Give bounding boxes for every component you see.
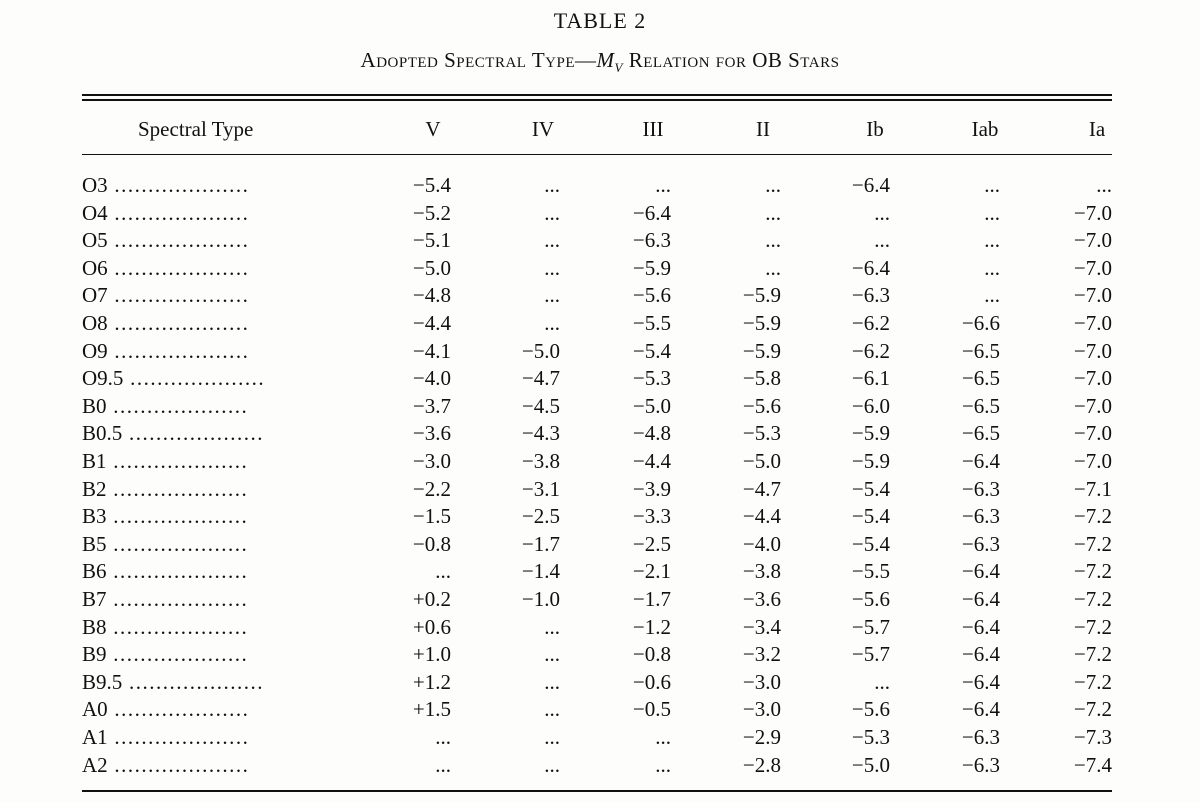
- spectral-type-label: O8: [82, 311, 108, 335]
- spectral-type-cell: [82, 725, 249, 750]
- value-cell-Iab: ...: [984, 200, 1000, 225]
- value-cell-Iab: −6.3: [961, 504, 1000, 529]
- header-II: II: [756, 117, 770, 141]
- dot-leader: ....................: [107, 697, 250, 722]
- spectral-type-label: B7: [82, 587, 107, 611]
- value-cell-IV: ...: [544, 752, 560, 777]
- value-cell-Iab: −6.5: [961, 338, 1000, 363]
- title-text-before: Adopted Spectral Type—: [360, 48, 597, 72]
- value-cell-Ib: −5.9: [851, 449, 890, 473]
- value-cell-IV: −2.5: [521, 504, 560, 529]
- bottom-rule: [82, 790, 1112, 792]
- table-row: [0, 615, 1200, 642]
- value-cell-Ia: −7.0: [1073, 366, 1112, 391]
- dot-leader: ....................: [123, 366, 266, 391]
- table-row: [0, 339, 1200, 366]
- table-row: [0, 532, 1200, 559]
- top-rule-second: [82, 99, 1112, 101]
- value-cell-Ib: −5.7: [851, 614, 890, 639]
- value-cell-Ib: −5.5: [851, 559, 890, 584]
- spectral-type-label: B5: [82, 531, 107, 556]
- value-cell-Ib: ...: [874, 669, 890, 694]
- value-cell-Ia: −7.0: [1073, 338, 1112, 363]
- value-cell-Ib: −6.0: [851, 393, 890, 418]
- value-cell-II: −5.6: [742, 393, 781, 418]
- value-cell-Ia: −7.3: [1073, 725, 1112, 749]
- value-cell-IV: ...: [544, 697, 560, 722]
- spectral-type-cell: [82, 753, 249, 778]
- spectral-type-cell: [82, 449, 248, 474]
- table-row: [0, 587, 1200, 614]
- dot-leader: ....................: [106, 531, 249, 556]
- value-cell-Ia: −7.0: [1073, 200, 1112, 225]
- value-cell-II: −5.0: [742, 449, 781, 473]
- value-cell-Ib: −5.7: [851, 642, 890, 667]
- value-cell-Iab: −6.4: [961, 642, 1000, 667]
- value-cell-Ia: −7.2: [1073, 504, 1112, 529]
- spectral-type-cell: [82, 615, 248, 640]
- spectral-type-cell: [82, 173, 249, 198]
- value-cell-Ia: −7.0: [1073, 283, 1112, 308]
- spectral-type-cell: [82, 587, 248, 612]
- value-cell-Ib: −5.4: [851, 504, 890, 529]
- value-cell-Ib: −6.4: [851, 173, 890, 197]
- value-cell-Iab: ...: [984, 283, 1000, 308]
- dot-leader: ....................: [106, 614, 249, 639]
- dot-leader: ....................: [107, 200, 250, 225]
- value-cell-Ia: −7.0: [1073, 393, 1112, 418]
- value-cell-IV: −4.7: [521, 366, 560, 391]
- table-row: [0, 642, 1200, 669]
- dot-leader: ....................: [106, 559, 249, 584]
- value-cell-III: −2.1: [632, 559, 671, 584]
- value-cell-V: +1.0: [412, 642, 451, 667]
- value-cell-IV: −4.5: [521, 393, 560, 418]
- value-cell-IV: ...: [544, 200, 560, 225]
- value-cell-Iab: −6.6: [961, 311, 1000, 335]
- value-cell-III: −5.5: [632, 311, 671, 335]
- spectral-type-label: A2: [82, 752, 108, 777]
- dot-leader: ....................: [106, 504, 249, 529]
- value-cell-IV: ...: [544, 614, 560, 639]
- value-cell-Ib: −5.4: [851, 476, 890, 501]
- value-cell-II: −3.4: [742, 614, 781, 639]
- header-III: III: [642, 117, 664, 141]
- value-cell-II: ...: [765, 200, 781, 225]
- spectral-type-cell: [82, 366, 265, 391]
- value-cell-Iab: ...: [984, 228, 1000, 253]
- table-row: [0, 394, 1200, 421]
- value-cell-III: −1.7: [632, 587, 671, 611]
- value-cell-V: +0.2: [412, 587, 451, 611]
- value-cell-Ia: −7.2: [1073, 559, 1112, 584]
- dot-leader: ....................: [107, 255, 250, 280]
- value-cell-V: −2.2: [412, 476, 451, 501]
- table-row: [0, 173, 1200, 200]
- value-cell-II: −3.2: [742, 642, 781, 667]
- dot-leader: ....................: [107, 725, 250, 749]
- title-symbol: M: [596, 48, 615, 72]
- value-cell-II: ...: [765, 255, 781, 280]
- dot-leader: ....................: [106, 642, 249, 667]
- table-row: [0, 256, 1200, 283]
- value-cell-III: −0.5: [632, 697, 671, 722]
- value-cell-Ib: −5.9: [851, 421, 890, 446]
- value-cell-III: −5.4: [632, 338, 671, 363]
- value-cell-IV: ...: [544, 173, 560, 197]
- value-cell-Iab: ...: [984, 173, 1000, 197]
- value-cell-IV: ...: [544, 228, 560, 253]
- spectral-type-label: O9: [82, 338, 108, 363]
- spectral-type-label: B0: [82, 393, 107, 418]
- value-cell-V: −4.1: [412, 338, 451, 363]
- spectral-type-label: B0.5: [82, 421, 123, 446]
- value-cell-III: −0.6: [632, 669, 671, 694]
- value-cell-Iab: ...: [984, 255, 1000, 280]
- value-cell-Iab: −6.4: [961, 559, 1000, 584]
- value-cell-IV: −3.1: [521, 476, 560, 501]
- table-title: [0, 48, 1200, 76]
- value-cell-Iab: −6.4: [961, 669, 1000, 694]
- value-cell-III: ...: [655, 173, 671, 197]
- value-cell-IV: −4.3: [521, 421, 560, 446]
- value-cell-III: −4.4: [632, 449, 671, 473]
- value-cell-Iab: −6.5: [961, 393, 1000, 418]
- value-cell-III: −6.3: [632, 228, 671, 253]
- value-cell-III: ...: [655, 752, 671, 777]
- spectral-type-label: B2: [82, 476, 107, 501]
- value-cell-Iab: −6.4: [961, 697, 1000, 722]
- value-cell-III: −5.0: [632, 393, 671, 418]
- value-cell-Ib: −6.2: [851, 338, 890, 363]
- value-cell-II: −4.4: [742, 504, 781, 529]
- value-cell-IV: ...: [544, 311, 560, 335]
- value-cell-III: −4.8: [632, 421, 671, 446]
- spectral-type-cell: [82, 642, 248, 667]
- value-cell-Ib: −6.1: [851, 366, 890, 391]
- value-cell-Ia: −7.0: [1073, 255, 1112, 280]
- value-cell-Iab: −6.5: [961, 366, 1000, 391]
- value-cell-II: −4.0: [742, 531, 781, 556]
- value-cell-III: −3.9: [632, 476, 671, 501]
- header-Ib: Ib: [866, 117, 884, 141]
- dot-leader: ....................: [106, 393, 249, 418]
- value-cell-V: −5.1: [412, 228, 451, 253]
- value-cell-IV: ...: [544, 725, 560, 749]
- value-cell-V: −4.4: [412, 311, 451, 335]
- value-cell-IV: −1.4: [521, 559, 560, 584]
- spectral-type-label: O5: [82, 228, 108, 253]
- header-Iab: Iab: [971, 117, 999, 141]
- value-cell-V: ...: [435, 559, 451, 584]
- value-cell-IV: −1.7: [521, 531, 560, 556]
- value-cell-IV: −5.0: [521, 338, 560, 363]
- value-cell-II: −3.6: [742, 587, 781, 611]
- value-cell-Ia: −7.2: [1073, 531, 1112, 556]
- value-cell-IV: ...: [544, 642, 560, 667]
- value-cell-Ib: −5.6: [851, 697, 890, 722]
- value-cell-Ia: −7.4: [1073, 752, 1112, 777]
- spectral-type-label: B9.5: [82, 669, 123, 694]
- spectral-type-label: A1: [82, 725, 108, 749]
- value-cell-II: −3.0: [742, 697, 781, 722]
- spectral-type-cell: [82, 394, 248, 419]
- dot-leader: ....................: [107, 173, 250, 197]
- value-cell-Iab: −6.3: [961, 476, 1000, 501]
- value-cell-Ia: ...: [1096, 173, 1112, 197]
- value-cell-Ib: −5.0: [851, 752, 890, 777]
- value-cell-IV: −3.8: [521, 449, 560, 473]
- value-cell-V: −3.0: [412, 449, 451, 473]
- value-cell-Ib: ...: [874, 228, 890, 253]
- spectral-type-cell: [82, 283, 249, 308]
- table-row: [0, 283, 1200, 310]
- value-cell-Iab: −6.4: [961, 587, 1000, 611]
- value-cell-V: −3.6: [412, 421, 451, 446]
- value-cell-II: −5.3: [742, 421, 781, 446]
- table-row: [0, 670, 1200, 697]
- value-cell-III: ...: [655, 725, 671, 749]
- value-cell-II: −3.0: [742, 669, 781, 694]
- header-Ia: Ia: [1088, 117, 1106, 141]
- value-cell-Ia: −7.2: [1073, 614, 1112, 639]
- title-subscript: V: [614, 60, 623, 76]
- value-cell-Ia: −7.2: [1073, 669, 1112, 694]
- spectral-type-cell: [82, 697, 249, 722]
- value-cell-III: −6.4: [632, 200, 671, 225]
- value-cell-V: +1.5: [412, 697, 451, 722]
- value-cell-II: −2.8: [742, 752, 781, 777]
- table-row: [0, 753, 1200, 780]
- header-rule: [82, 154, 1112, 155]
- value-cell-II: −2.9: [742, 725, 781, 749]
- value-cell-Ia: −7.0: [1073, 228, 1112, 253]
- value-cell-V: −3.7: [412, 393, 451, 418]
- value-cell-III: −5.6: [632, 283, 671, 308]
- value-cell-II: −4.7: [742, 476, 781, 501]
- value-cell-Iab: −6.5: [961, 421, 1000, 446]
- value-cell-Ib: ...: [874, 200, 890, 225]
- spectral-type-cell: [82, 256, 249, 281]
- table-row: [0, 725, 1200, 752]
- table-number: TABLE 2: [553, 8, 647, 33]
- value-cell-IV: ...: [544, 255, 560, 280]
- table-row: [0, 311, 1200, 338]
- value-cell-Ib: −5.4: [851, 531, 890, 556]
- spectral-type-cell: [82, 421, 264, 446]
- value-cell-II: ...: [765, 228, 781, 253]
- value-cell-III: −3.3: [632, 504, 671, 529]
- value-cell-II: −5.8: [742, 366, 781, 391]
- value-cell-Ia: −7.0: [1073, 421, 1112, 446]
- value-cell-Ia: −7.2: [1073, 587, 1112, 611]
- spectral-type-cell: [82, 477, 248, 502]
- value-cell-V: −1.5: [412, 504, 451, 529]
- spectral-type-label: O9.5: [82, 366, 124, 391]
- value-cell-Ia: −7.2: [1073, 697, 1112, 722]
- value-cell-V: −4.0: [412, 366, 451, 391]
- table-row: [0, 559, 1200, 586]
- spectral-type-label: B8: [82, 614, 107, 639]
- value-cell-V: −5.0: [412, 255, 451, 280]
- spectral-type-cell: [82, 532, 248, 557]
- spectral-type-cell: [82, 504, 248, 529]
- value-cell-III: −5.3: [632, 366, 671, 391]
- dot-leader: ....................: [106, 587, 249, 611]
- dot-leader: ....................: [122, 669, 265, 694]
- value-cell-Ib: −6.4: [851, 255, 890, 280]
- value-cell-III: −2.5: [632, 531, 671, 556]
- spectral-type-label: O3: [82, 173, 108, 197]
- value-cell-V: −5.2: [412, 200, 451, 225]
- table-row: [0, 477, 1200, 504]
- value-cell-Iab: −6.3: [961, 725, 1000, 749]
- value-cell-V: −0.8: [412, 531, 451, 556]
- value-cell-Ia: −7.0: [1073, 449, 1112, 473]
- dot-leader: ....................: [122, 421, 265, 446]
- value-cell-V: +0.6: [412, 614, 451, 639]
- dot-leader: ....................: [107, 283, 250, 308]
- value-cell-V: ...: [435, 725, 451, 749]
- value-cell-II: ...: [765, 173, 781, 197]
- table-row: [0, 366, 1200, 393]
- dot-leader: ....................: [107, 338, 250, 363]
- value-cell-V: −4.8: [412, 283, 451, 308]
- table-row: [0, 449, 1200, 476]
- value-cell-IV: −1.0: [521, 587, 560, 611]
- spectral-type-label: B1: [82, 449, 107, 473]
- top-rule: [82, 94, 1112, 96]
- spectral-type-cell: [82, 559, 248, 584]
- dot-leader: ....................: [106, 476, 249, 501]
- header-IV: IV: [531, 117, 555, 141]
- value-cell-II: −3.8: [742, 559, 781, 584]
- spectral-type-label: B9: [82, 642, 107, 667]
- spectral-type-cell: [82, 339, 249, 364]
- spectral-type-label: O6: [82, 255, 108, 280]
- dot-leader: ....................: [107, 752, 250, 777]
- value-cell-Ia: −7.1: [1073, 476, 1112, 501]
- table-row: [0, 504, 1200, 531]
- table-row: [0, 228, 1200, 255]
- value-cell-Iab: −6.4: [961, 614, 1000, 639]
- table-row: [0, 697, 1200, 724]
- value-cell-Iab: −6.3: [961, 531, 1000, 556]
- value-cell-Ib: −5.6: [851, 587, 890, 611]
- value-cell-V: ...: [435, 752, 451, 777]
- spectral-type-label: B6: [82, 559, 107, 584]
- value-cell-Ib: −6.2: [851, 311, 890, 335]
- value-cell-V: −5.4: [412, 173, 451, 197]
- spectral-type-label: O4: [82, 200, 108, 225]
- spectral-type-cell: [82, 311, 249, 336]
- header-V: V: [425, 117, 441, 141]
- table-row: [0, 421, 1200, 448]
- value-cell-IV: ...: [544, 283, 560, 308]
- value-cell-II: −5.9: [742, 338, 781, 363]
- value-cell-Ia: −7.2: [1073, 642, 1112, 667]
- value-cell-II: −5.9: [742, 311, 781, 335]
- spectral-type-cell: [82, 201, 249, 226]
- header-spectral-type: Spectral Type: [138, 117, 254, 141]
- spectral-type-label: O7: [82, 283, 108, 308]
- spectral-type-label: A0: [82, 697, 108, 722]
- value-cell-Ia: −7.0: [1073, 311, 1112, 335]
- value-cell-III: −5.9: [632, 255, 671, 280]
- value-cell-III: −0.8: [632, 642, 671, 667]
- dot-leader: ....................: [106, 449, 249, 473]
- dot-leader: ....................: [107, 311, 250, 335]
- value-cell-III: −1.2: [632, 614, 671, 639]
- spectral-type-label: B3: [82, 504, 107, 529]
- value-cell-Iab: −6.3: [961, 752, 1000, 777]
- value-cell-IV: ...: [544, 669, 560, 694]
- spectral-type-cell: [82, 228, 249, 253]
- value-cell-II: −5.9: [742, 283, 781, 308]
- value-cell-Ib: −5.3: [851, 725, 890, 749]
- table-row: [0, 201, 1200, 228]
- value-cell-Ib: −6.3: [851, 283, 890, 308]
- title-text-after: Relation for OB Stars: [622, 48, 840, 72]
- value-cell-V: +1.2: [412, 669, 451, 694]
- dot-leader: ....................: [107, 228, 250, 253]
- spectral-type-cell: [82, 670, 264, 695]
- value-cell-Iab: −6.4: [961, 449, 1000, 473]
